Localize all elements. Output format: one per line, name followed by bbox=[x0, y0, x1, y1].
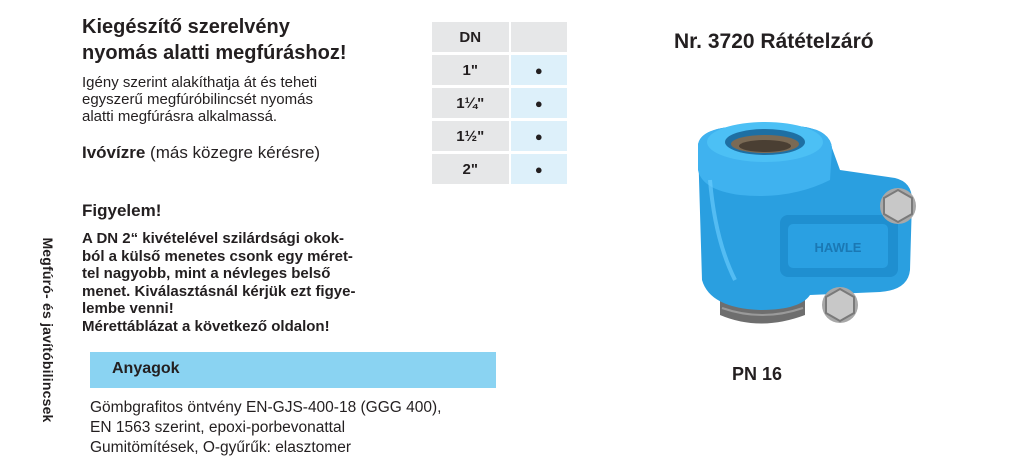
table-header-row bbox=[432, 22, 567, 52]
materials-list bbox=[90, 398, 520, 458]
dn-size: 1" bbox=[432, 55, 509, 85]
materials-line: Gömbgrafitos öntvény EN-GJS-400-18 (GGG 400), bbox=[90, 399, 442, 416]
attention-line: tel nagyobb, mint a névleges belső bbox=[82, 265, 331, 282]
table-row bbox=[432, 121, 567, 151]
side-category-label bbox=[28, 210, 68, 450]
side-category-text: Megfúró- és javítóbilincsek bbox=[40, 237, 56, 423]
dn-size: 1¼" bbox=[432, 88, 509, 118]
intro-line: egyszerű megfúróbilincsét nyomás bbox=[82, 91, 313, 108]
attention-title: Figyelem! bbox=[82, 201, 162, 220]
availability-dot: ● bbox=[509, 55, 568, 85]
intro-line: alatti megfúrásra alkalmassá. bbox=[82, 108, 278, 125]
dn-size-table bbox=[432, 19, 567, 187]
medium-note-bold: Ivóvízre bbox=[82, 143, 146, 162]
materials-line: Gumitömítések, O-gyűrűk: elasztomer bbox=[90, 439, 351, 456]
medium-note-rest: (más közegre kérésre) bbox=[145, 143, 321, 162]
attention-line: menet. Kiválasztásnál kérjük ezt figye- bbox=[82, 282, 356, 300]
materials-header: Anyagok bbox=[112, 360, 180, 377]
pressure-rating: PN 16 bbox=[732, 364, 783, 384]
attention-line: lembe venni! bbox=[82, 300, 174, 317]
headline-line-1: Kiegészítő szerelvény bbox=[82, 16, 290, 38]
table-row bbox=[432, 55, 567, 85]
attention-body bbox=[82, 230, 422, 335]
svg-text:HAWLE: HAWLE bbox=[814, 240, 862, 255]
availability-dot: ● bbox=[509, 121, 568, 151]
attention-line: A DN 2“ kivételével szilárdsági okok- bbox=[82, 230, 345, 247]
table-row bbox=[432, 88, 567, 118]
fitting-product-image bbox=[680, 120, 930, 335]
availability-dot: ● bbox=[509, 154, 568, 184]
headline-line-2: nyomás alatti megfúráshoz! bbox=[82, 42, 347, 64]
intro-line: Igény szerint alakíthatja át és teheti bbox=[82, 74, 318, 91]
product-title: Nr. 3720 Rátételzáró bbox=[674, 30, 874, 53]
availability-dot: ● bbox=[509, 88, 568, 118]
materials-header-bar bbox=[90, 352, 496, 388]
medium-note bbox=[82, 143, 402, 163]
dn-size: 1½" bbox=[432, 121, 509, 151]
table-row bbox=[432, 154, 567, 184]
dn-header: DN bbox=[432, 22, 509, 52]
headline bbox=[82, 14, 422, 66]
attention-line: Mérettáblázat a következő oldalon! bbox=[82, 317, 330, 335]
materials-line: EN 1563 szerint, epoxi-porbevonattal bbox=[90, 419, 346, 436]
availability-header bbox=[509, 22, 568, 52]
attention-line: ból a külső menetes csonk egy méret- bbox=[82, 247, 353, 265]
intro-paragraph bbox=[82, 74, 402, 125]
dn-size: 2" bbox=[432, 154, 509, 184]
